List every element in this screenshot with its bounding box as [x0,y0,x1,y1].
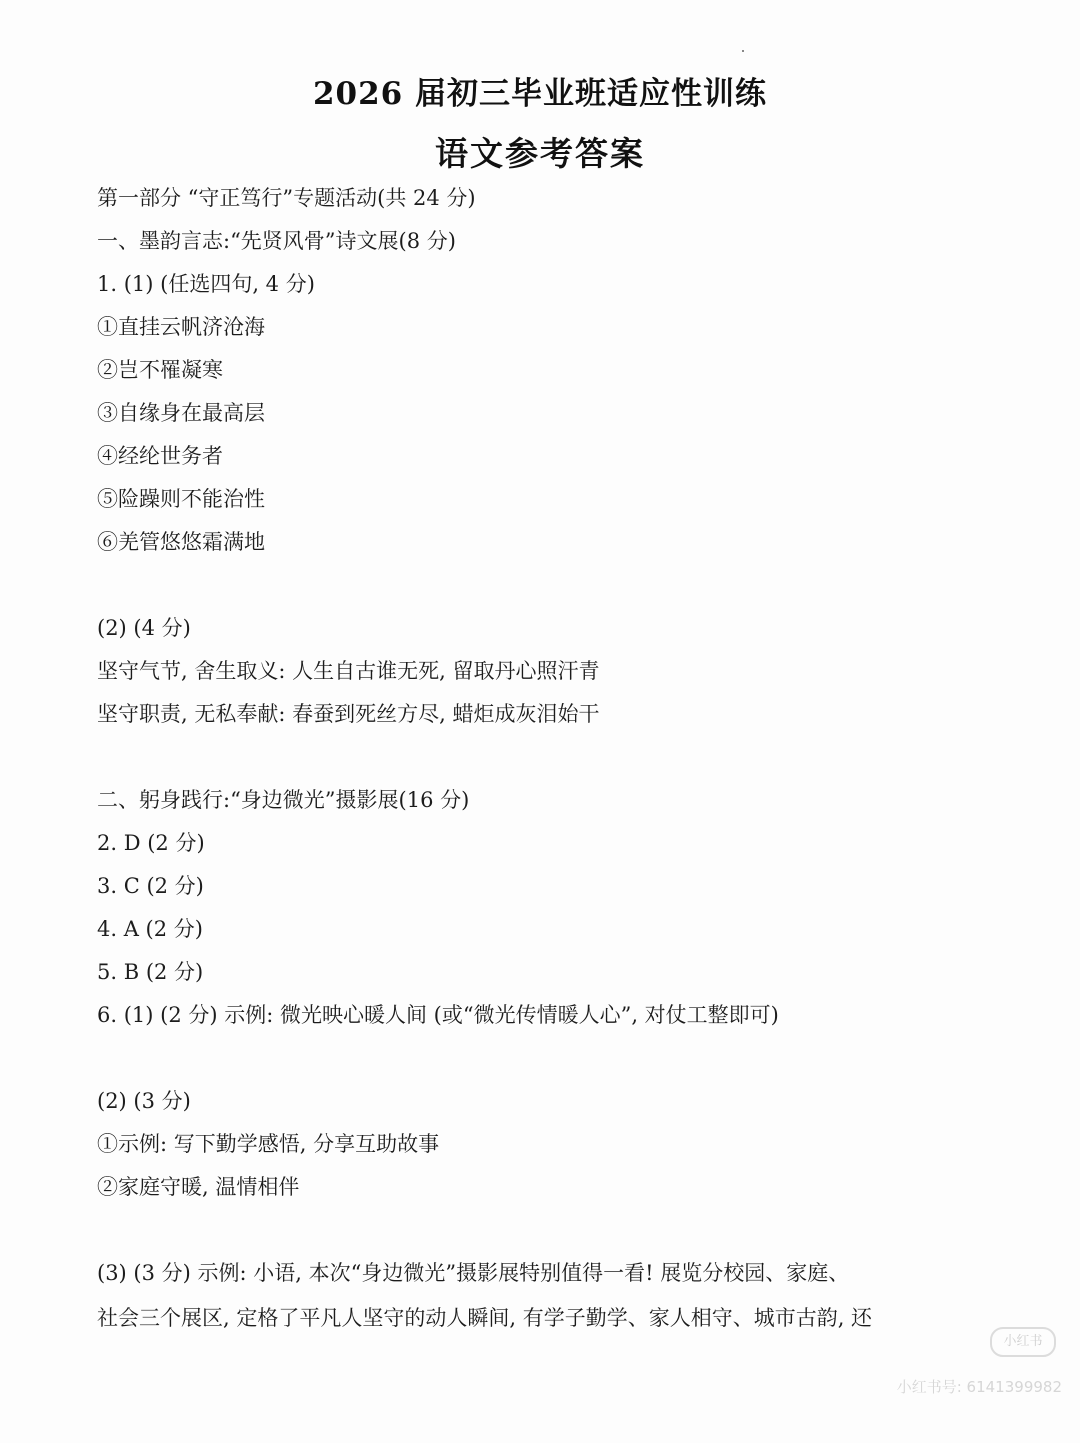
answer-line: ④经纶世务者 [97,444,223,468]
answer-line: ③自缘身在最高层 [97,401,265,425]
answer-line: 4. A (2 分) [97,917,203,941]
answer-paragraph-line: 社会三个展区, 定格了平凡人坚守的动人瞬间, 有学子勤学、家人相守、城市古韵, 还 [97,1306,873,1330]
answer-line: ⑥羌管悠悠霜满地 [97,530,265,554]
watermark-text: 小红书号: 6141399982 [896,1378,1062,1396]
answer-line: ②岂不罹凝寒 [97,358,223,382]
watermark-logo: 小红书 [990,1327,1056,1357]
section-heading: 二、躬身践行:“身边微光”摄影展(16 分) [97,788,470,812]
section-heading: 一、墨韵言志:“先贤风骨”诗文展(8 分) [97,229,456,253]
question-line: 1. (1) (任选四句, 4 分) [97,272,315,296]
answer-line: ⑤险躁则不能治性 [97,487,265,511]
answer-line: 5. B (2 分) [97,960,204,984]
answer-line: 2. D (2 分) [97,831,205,855]
answer-line: ①直挂云帆济沧海 [97,315,265,339]
question-line: (2) (4 分) [97,616,191,640]
part-heading: 第一部分 “守正笃行”专题活动(共 24 分) [97,186,476,210]
scan-speck [742,50,744,52]
answer-line: 坚守气节, 舍生取义: 人生自古谁无死, 留取丹心照汗青 [97,659,600,683]
answer-line: ①示例: 写下勤学感悟, 分享互助故事 [97,1132,440,1156]
answer-line: 3. C (2 分) [97,874,204,898]
document-title: 2026 届初三毕业班适应性训练 [312,76,768,112]
answer-line: 坚守职责, 无私奉献: 春蚕到死丝方尽, 蜡炬成灰泪始干 [97,702,600,726]
document-subtitle: 语文参考答案 [435,134,645,173]
question-line: (2) (3 分) [97,1089,191,1113]
answer-line: ②家庭守暖, 温情相伴 [97,1175,300,1199]
answer-line: 6. (1) (2 分) 示例: 微光映心暖人间 (或“微光传情暖人心”, 对仗工整即可) [97,1003,779,1027]
answer-paragraph-line: (3) (3 分) 示例: 小语, 本次“身边微光”摄影展特别值得一看! 展览分校园、家庭、 [97,1261,850,1285]
